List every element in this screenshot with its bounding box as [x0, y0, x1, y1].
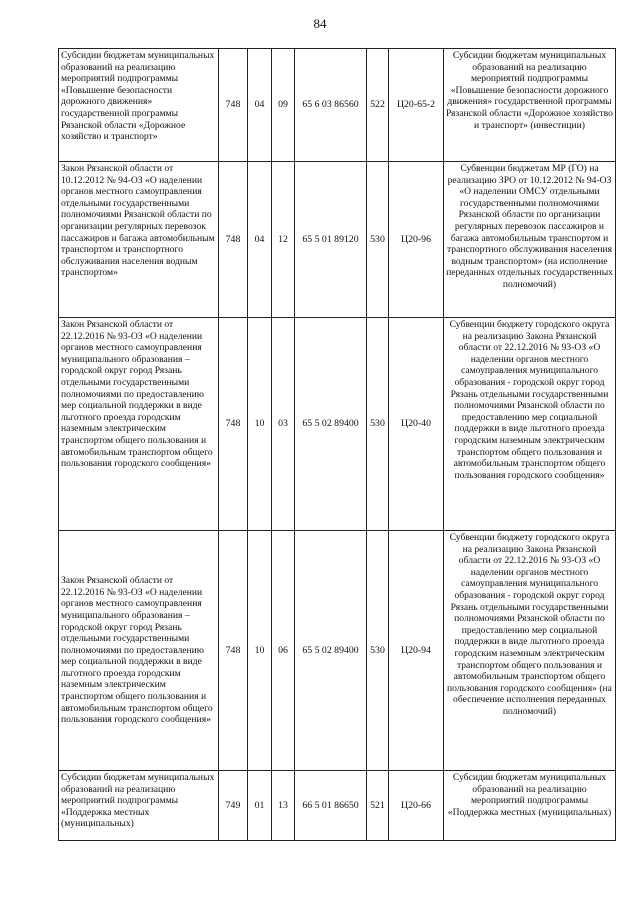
purpose-description: Субсидии бюджетам муниципальных образований на реализацию мероприятий подпрограммы «Поддержка местных (муниципальных) [444, 771, 616, 841]
table-row [59, 162, 616, 318]
section-code: 10 [248, 318, 272, 531]
expense-type-code: 530 [367, 162, 389, 318]
purpose-code: Ц20-94 [389, 531, 444, 771]
purpose-code: Ц20-40 [389, 318, 444, 531]
table-row [59, 531, 616, 771]
purpose-code: Ц20-65-2 [389, 49, 444, 162]
expense-type-code: 521 [367, 771, 389, 841]
section-code: 04 [248, 162, 272, 318]
table-row [59, 771, 616, 841]
row-description: Закон Рязанской области от 10.12.2012 № 94-ОЗ «О наделении органов местного самоуправления отдельными государственными полномочиями Рязанской области по организации регулярных перевозок пассажиров и багажа автомобильным транспортом и транспортного обслуживания населения водным транспортом» [59, 162, 219, 318]
purpose-description: Субвенции бюджетам МР (ГО) на реализацию ЗРО от 10.12.2012 № 94-ОЗ «О наделении ОМСУ отдельными государственными полномочиями Рязанской области по организации регулярных перевозок пассажиров и багажа автомобильным транспортом и транспортного обслуживания населения водным транспортом» (на исполнение переданных отдельных государственных полномочий) [444, 162, 616, 318]
subsection-code: 13 [272, 771, 295, 841]
section-code: 01 [248, 771, 272, 841]
target-article-code: 65 6 03 86560 [295, 49, 367, 162]
section-code: 10 [248, 531, 272, 771]
grbs-code: 749 [219, 771, 248, 841]
grbs-code: 748 [219, 162, 248, 318]
subsection-code: 03 [272, 318, 295, 531]
subsection-code: 06 [272, 531, 295, 771]
expense-type-code: 530 [367, 318, 389, 531]
page-number: 84 [313, 16, 327, 31]
row-description: Субсидии бюджетам муниципальных образований на реализацию мероприятий подпрограммы «Повышение безопасности дорожного движения» государственной программы Рязанской области «Дорожное хозяйство и транспорт» [59, 49, 219, 162]
row-description: Субсидии бюджетам муниципальных образований на реализацию мероприятий подпрограммы «Поддержка местных (муниципальных) [59, 771, 219, 841]
grbs-code: 748 [219, 49, 248, 162]
subsection-code: 09 [272, 49, 295, 162]
purpose-code: Ц20-66 [389, 771, 444, 841]
section-code: 04 [248, 49, 272, 162]
purpose-description: Субсидии бюджетам муниципальных образований на реализацию мероприятий подпрограммы «Повышение безопасности дорожного движения» государственной программы Рязанской области «Дорожное хозяйство и транспорт» (инвестиции) [444, 49, 616, 162]
grbs-code: 748 [219, 531, 248, 771]
table-row [59, 49, 616, 162]
subsection-code: 12 [272, 162, 295, 318]
table-row [59, 318, 616, 531]
expense-type-code: 530 [367, 531, 389, 771]
purpose-description: Субвенции бюджету городского округа на реализацию Закона Рязанской области от 22.12.2016 № 93-ОЗ «О наделении органов местного самоуправления муниципального образования - городской округ город Рязань отдельными государственными полномочиями Рязанской области по предоставлению мер социальной поддержки в виде льготного проезда городским наземным электрическим транспортом общего пользования и автомобильным транспортом общего пользования городского сообщения» (на обеспечение исполнения переданных полномочий) [444, 531, 616, 771]
budget-allocation-table [58, 48, 616, 841]
row-description: Закон Рязанской области от 22.12.2016 № 93-ОЗ «О наделении органов местного самоуправления муниципального образования – городской округ город Рязань отдельными государственными полномочиями по предоставлению мер социальной поддержки в виде льготного проезда городским наземным электрическим транспортом общего пользования и автомобильным транспортом общего пользования городского сообщения» [59, 531, 219, 771]
target-article-code: 65 5 02 89400 [295, 318, 367, 531]
target-article-code: 66 5 01 86650 [295, 771, 367, 841]
target-article-code: 65 5 02 89400 [295, 531, 367, 771]
target-article-code: 65 5 01 89120 [295, 162, 367, 318]
purpose-description: Субвенции бюджету городского округа на реализацию Закона Рязанской области от 22.12.2016 № 93-ОЗ «О наделении органов местного самоуправления муниципального образования - городской округ город Рязань отдельными государственными полномочиями Рязанской области по предоставлению мер социальной поддержки в виде льготного проезда городским наземным электрическим транспортом общего пользования и автомобильным транспортом общего пользования городского сообщения» [444, 318, 616, 531]
grbs-code: 748 [219, 318, 248, 531]
expense-type-code: 522 [367, 49, 389, 162]
row-description: Закон Рязанской области от 22.12.2016 № 93-ОЗ «О наделении органов местного самоуправления муниципального образования – городской округ город Рязань отдельными государственными полномочиями по предоставлению мер социальной поддержки в виде льготного проезда городским наземным электрическим транспортом общего пользования и автомобильным транспортом общего пользования городского сообщения» [59, 318, 219, 531]
purpose-code: Ц20-96 [389, 162, 444, 318]
